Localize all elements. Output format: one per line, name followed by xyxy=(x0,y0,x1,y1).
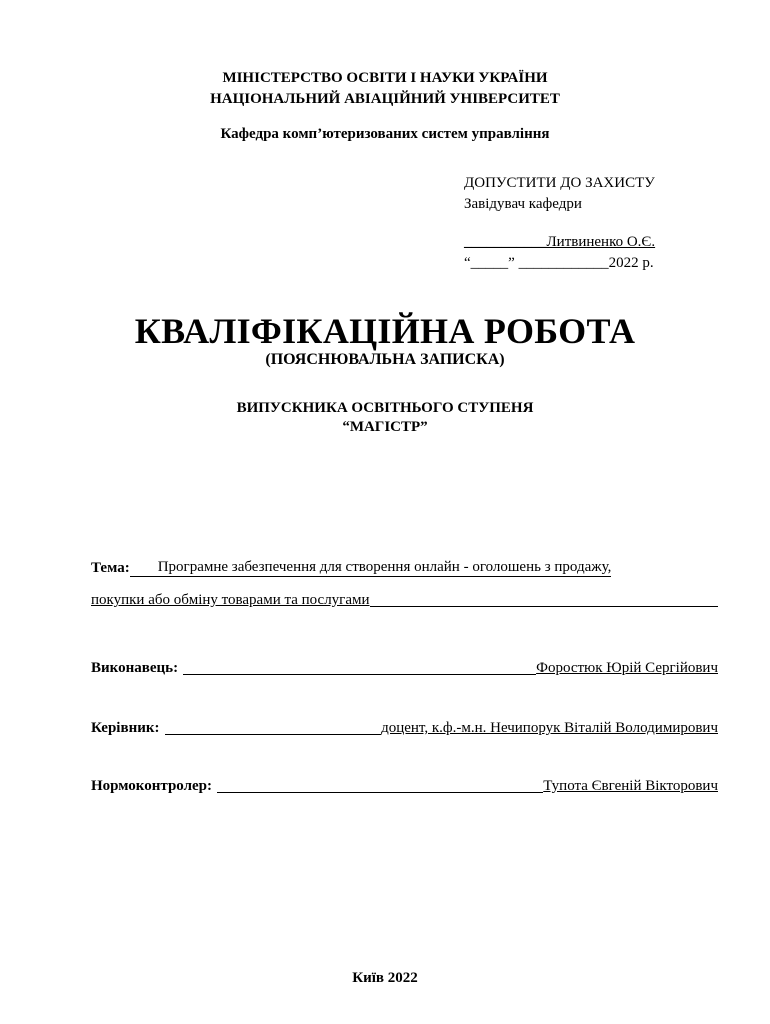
topic-row-2 xyxy=(91,592,718,609)
executor-label: Виконавець: xyxy=(91,660,179,676)
approval-title: ДОПУСТИТИ ДО ЗАХИСТУ xyxy=(464,175,655,191)
supervisor-name: доцент, к.ф.-м.н. Нечипорук Віталій Володимирович xyxy=(381,720,718,736)
document-subtitle: (ПОЯСНЮВАЛЬНА ЗАПИСКА) xyxy=(265,351,505,368)
approval-signature-line xyxy=(464,234,704,251)
topic-line-2: покупки або обміну товарами та послугами xyxy=(91,592,370,608)
supervisor-label: Керівник: xyxy=(91,720,160,736)
ministry-heading: МІНІСТЕРСТВО ОСВІТИ І НАУКИ УКРАЇНИ xyxy=(222,70,548,86)
executor-name: Форостюк Юрій Сергійович xyxy=(536,660,718,676)
approval-date-line: “_____” ____________2022 р. xyxy=(464,255,654,271)
normcontrol-name: Тупота Євгеній Вікторович xyxy=(543,778,718,794)
normcontrol-fill-line xyxy=(217,779,543,793)
supervisor-row xyxy=(91,720,718,737)
document-title: КВАЛІФІКАЦІЙНА РОБОТА xyxy=(134,311,636,351)
topic-row-1 xyxy=(91,560,718,577)
topic-fill-line xyxy=(370,593,718,607)
normcontrol-row xyxy=(91,778,718,795)
degree-line-1: ВИПУСКНИКА ОСВІТНЬОГО СТУПЕНЯ xyxy=(236,400,534,416)
topic-line-1: Програмне забезпечення для створення онлайн - оголошень з продажу, xyxy=(130,560,612,577)
department-heading: Кафедра комп’ютеризованих систем управління xyxy=(220,126,550,142)
supervisor-fill-line xyxy=(165,721,382,735)
head-of-department-name: Литвиненко О.Є. xyxy=(546,234,656,250)
approval-position: Завідувач кафедри xyxy=(464,196,582,212)
executor-row xyxy=(91,660,718,677)
degree-line-2: “МАГІСТР” xyxy=(342,419,428,435)
city-year: Київ 2022 xyxy=(352,970,418,986)
normcontrol-label: Нормоконтролер: xyxy=(91,778,212,794)
executor-fill-line xyxy=(183,661,536,675)
university-heading: НАЦІОНАЛЬНИЙ АВІАЦІЙНИЙ УНІВЕРСИТЕТ xyxy=(210,91,560,107)
topic-label: Тема: xyxy=(91,560,130,576)
signature-blank: ___________ xyxy=(464,234,547,250)
